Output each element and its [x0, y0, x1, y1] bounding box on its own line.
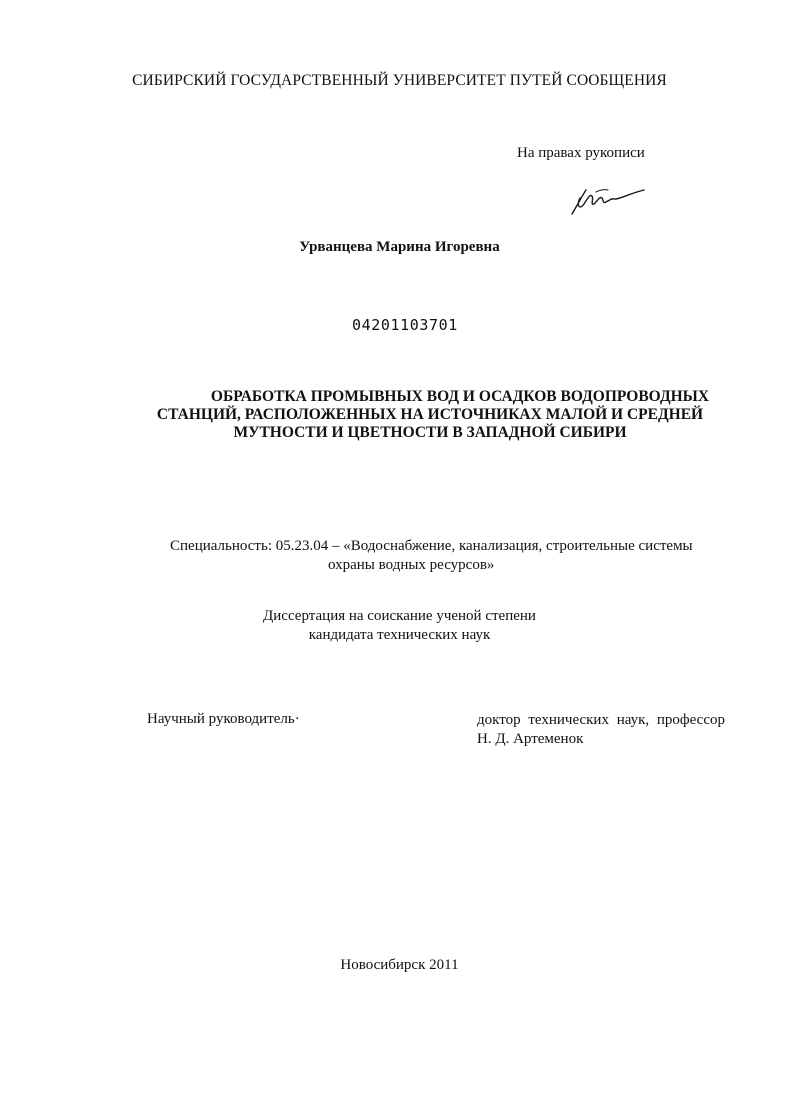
- university-name: СИБИРСКИЙ ГОСУДАРСТВЕННЫЙ УНИВЕРСИТЕТ ПУТЕЙ СООБЩЕНИЯ: [132, 72, 667, 89]
- title-line: МУТНОСТИ И ЦВЕТНОСТИ В ЗАПАДНОЙ СИБИРИ: [233, 424, 627, 441]
- title-line: СТАНЦИЙ, РАСПОЛОЖЕННЫХ НА ИСТОЧНИКАХ МАЛОЙ И СРЕДНЕЙ: [156, 406, 704, 423]
- degree-line: Диссертация на соискание ученой степени: [263, 608, 536, 624]
- dissertation-title: [120, 388, 740, 442]
- supervisor-info: [477, 711, 725, 749]
- document-number: 04201103701: [352, 316, 458, 334]
- signature: [562, 180, 652, 220]
- supervisor-degree: доктор технических наук, профессор: [477, 712, 726, 728]
- supervisor-label: Научный руководитель·: [147, 711, 300, 727]
- specialty-line: Специальность: 05.23.04 – «Водоснабжение, канализация, строительные системы: [170, 538, 693, 554]
- city-year: Новосибирск 2011: [340, 957, 459, 973]
- specialty: [170, 537, 693, 575]
- degree-statement: [0, 607, 799, 645]
- degree-line: кандидата технических наук: [308, 627, 491, 643]
- title-line: ОБРАБОТКА ПРОМЫВНЫХ ВОД И ОСАДКОВ ВОДОПРОВОДНЫХ: [210, 388, 710, 405]
- specialty-line: охраны водных ресурсов»: [328, 557, 495, 573]
- supervisor-name: Н. Д. Артеменок: [477, 731, 584, 747]
- rights-note: На правах рукописи: [517, 145, 645, 161]
- author-name: Урванцева Марина Игоревна: [299, 239, 500, 255]
